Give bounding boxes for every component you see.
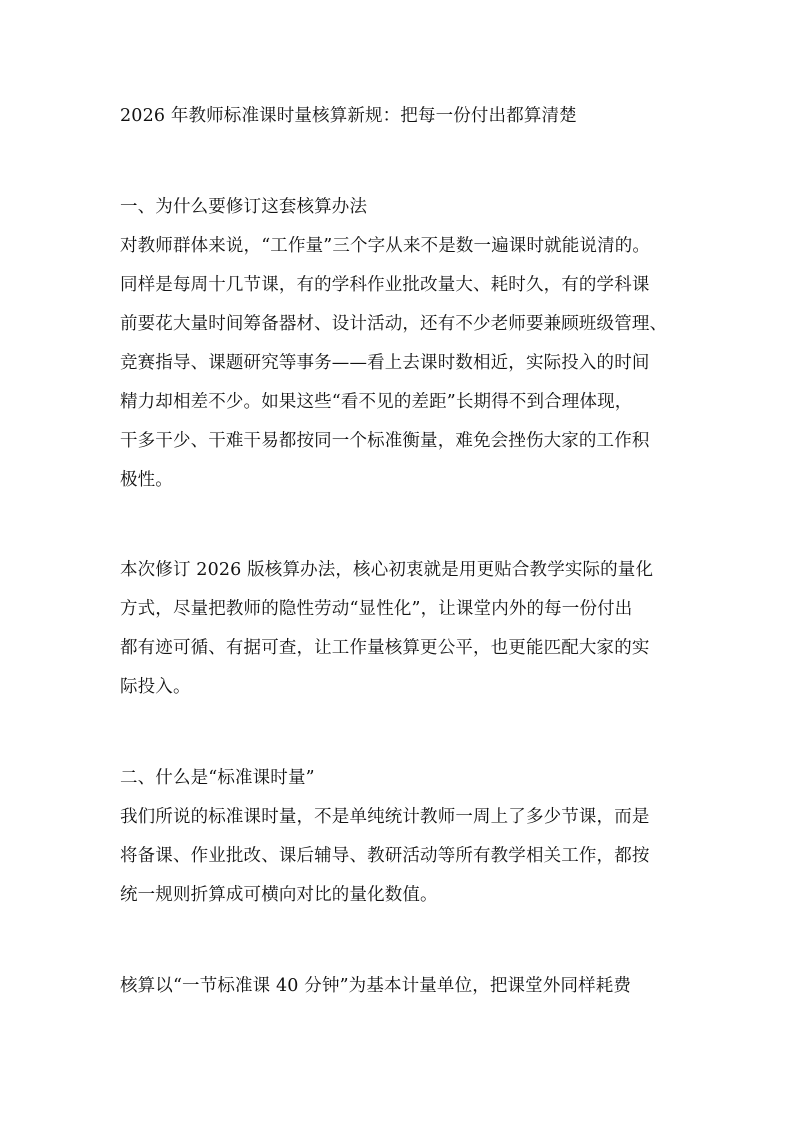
paragraph-line: 方式，尽量把教师的隐性劳动“显性化”，让课堂内外的每一份付出 xyxy=(120,599,633,619)
paragraph-line: 际投入。 xyxy=(120,677,191,697)
paragraph-line: 都有迹可循、有据可查，让工作量核算更公平，也更能匹配大家的实 xyxy=(120,638,650,658)
paragraph-line: 极性。 xyxy=(120,470,173,490)
paragraph-line: 竞赛指导、课题研究等事务——看上去课时数相近，实际投入的时间 xyxy=(120,353,650,373)
section-2-heading: 二、什么是“标准课时量” xyxy=(120,768,315,788)
paragraph-line: 统一规则折算成可横向对比的量化数值。 xyxy=(120,885,438,905)
document-title: 2026 年教师标准课时量核算新规：把每一份付出都算清楚 xyxy=(120,106,577,126)
paragraph-line: 前要花大量时间筹备器材、设计活动，还有不少老师要兼顾班级管理、 xyxy=(120,314,668,334)
paragraph-line: 同样是每周十几节课，有的学科作业批改量大、耗时久，有的学科课 xyxy=(120,275,650,295)
paragraph-line: 核算以“一节标准课 40 分钟”为基本计量单位，把课堂外同样耗费 xyxy=(120,976,632,996)
paragraph-line: 精力却相差不少。如果这些“看不见的差距”长期得不到合理体现， xyxy=(120,392,633,412)
paragraph-line: 干多干少、干难干易都按同一个标准衡量，难免会挫伤大家的工作积 xyxy=(120,431,650,451)
paragraph-line: 对教师群体来说，“工作量”三个字从来不是数一遍课时就能说清的。 xyxy=(120,236,651,256)
paragraph-line: 将备课、作业批改、课后辅导、教研活动等所有教学相关工作，都按 xyxy=(120,846,650,866)
section-1-heading: 一、为什么要修订这套核算办法 xyxy=(120,197,368,217)
paragraph-line: 本次修订 2026 版核算办法，核心初衷就是用更贴合教学实际的量化 xyxy=(120,560,654,580)
paragraph-line: 我们所说的标准课时量，不是单纯统计教师一周上了多少节课，而是 xyxy=(120,807,650,827)
